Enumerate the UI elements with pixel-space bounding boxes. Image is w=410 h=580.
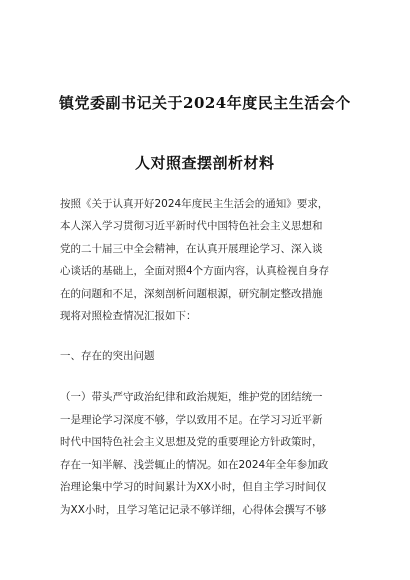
intro-line-6: 现将对照检查情况汇报如下：: [60, 310, 197, 322]
para-line-2: 一是理论学习深度不够，学以致用不足。在学习习近平新: [60, 414, 323, 426]
para-line-5: 治理论集中学习的时间累计为XX小时，但自主学习时间仅: [60, 481, 327, 493]
document-title-line-1: 镇党委副书记关于2024年度民主生活会个: [59, 94, 351, 112]
intro-line-1: 按照《关于认真开好2024年度民主生活会的通知》要求，: [60, 198, 329, 210]
intro-line-3: 党的二十届三中全会精神，在认真开展理论学习、深入谈: [60, 243, 323, 255]
para-line-3: 时代中国特色社会主义思想及党的重要理论方针政策时，: [60, 436, 323, 448]
intro-line-4: 心谈话的基础上，全面对照4个方面内容，认真检视自身存: [60, 265, 330, 277]
document-title-line-2: 人对照查摆剖析材料: [135, 154, 275, 172]
intro-line-5: 在的问题和不足，深刻剖析问题根源，研究制定整改措施: [60, 288, 323, 300]
intro-line-2: 本人深入学习贯彻习近平新时代中国特色社会主义思想和: [60, 220, 323, 232]
para-line-6: 为XX小时，且学习笔记记录不够详细，心得体会撰写不够: [60, 504, 327, 516]
para-line-1: （一）带头严守政治纪律和政治规矩，维护党的团结统一: [60, 391, 323, 403]
section-heading: 一、存在的突出问题: [60, 350, 155, 362]
para-line-4: 存在一知半解、浅尝辄止的情况。如在2024年全年参加政: [60, 459, 329, 471]
